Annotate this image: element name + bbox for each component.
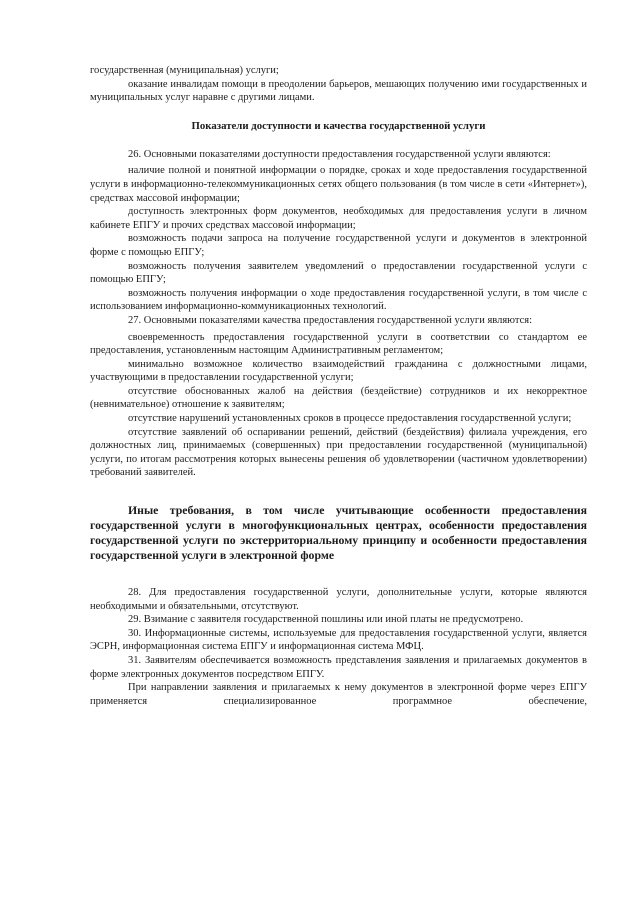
list-item: отсутствие заявлений об оспаривании решений, действий (бездействия) филиала учреждения, его должностных лиц, принимаемых (совершенных) при предоставлении государственной (муниципальной) услуги, по итогам рассмотрения которых вынесены решения об удовлетворении (частичном удовлетворении) требований заявителей. [90, 426, 587, 479]
intro-line-1: государственная (муниципальная) услуги; [90, 65, 279, 76]
paragraph-28: 28. Для предоставления государственной услуги, дополнительные услуги, которые являются необходимыми и обязательными, отсутствуют. [90, 587, 587, 612]
list-item: отсутствие нарушений установленных сроков в процессе предоставления государственной услуги; [128, 413, 572, 425]
list-item: возможность подачи запроса на получение государственной услуги и документов в электронной форме с помощью ЕПГУ; [90, 233, 587, 258]
list-item: возможность получения заявителем уведомлений о предоставлении государственной услуги с помощью ЕПГУ; [90, 260, 587, 286]
paragraph-26: 26. Основными показателями доступности предоставления государственной услуги являются: [128, 148, 551, 160]
list-item: отсутствие обоснованных жалоб на действия (бездействие) сотрудников и их некорректное (невнимательное) отношение к заявителям; [90, 385, 587, 411]
list-item: наличие полной и понятной информации о порядке, сроках и ходе предоставления государственной услуги в информационно-телекоммуникационных сетях общего пользования (в том числе в сети «Интернет»), средствах массовой информации; [90, 165, 587, 204]
intro-line-2: оказание инвалидам помощи в преодолении барьеров, мешающих получению ими государственных и муниципальных услуг наравне с другими лицами. [90, 78, 587, 104]
paragraph-30: 30. Информационные системы, используемые для предоставления государственной услуги, является ЭСРН, информационная система ЕПГУ и информационная система МФЦ. [90, 627, 587, 653]
paragraph-29: 29. Взимание с заявителя государственной пошлины или иной платы не предусмотрено. [128, 614, 524, 626]
list-item: своевременность предоставления государственной услуги в соответствии со стандартом ее предоставления, установленным настоящим Административным регламентом; [90, 331, 587, 357]
list-item: возможность получения информации о ходе предоставления государственной услуги, в том числе с использованием информационно-коммуникационных технологий. [90, 287, 587, 313]
list-item: доступность электронных форм документов, необходимых для предоставления услуги в личном кабинете ЕПГУ и прочих средствах массовой информации; [90, 206, 587, 231]
section-title-accessibility: Показатели доступности и качества государственной услуги [191, 119, 486, 132]
paragraph-27: 27. Основными показателями качества предоставления государственной услуги являются: [128, 314, 532, 326]
paragraph-31-continued: При направлении заявления и прилагаемых к нему документов в электронной форме через ЕПГУ применяется специализированное программное обеспечение, [90, 682, 587, 707]
document-body [90, 64, 587, 708]
list-item: минимально возможное количество взаимодействий гражданина с должностными лицами, участвующими в предоставлении государственной услуги; [90, 358, 587, 384]
paragraph-31: 31. Заявителям обеспечивается возможность представления заявления и прилагаемых документов в форме электронных документов посредством ЕПГУ. [90, 655, 587, 680]
section-title-other-requirements: Иные требования, в том числе учитывающие особенности предоставления государственной услуги в многофункциональных центрах, особенности предоставления государственной услуги по экстерриториальному принципу и особенности предоставления государственной услуги в электронной форме [90, 503, 587, 563]
